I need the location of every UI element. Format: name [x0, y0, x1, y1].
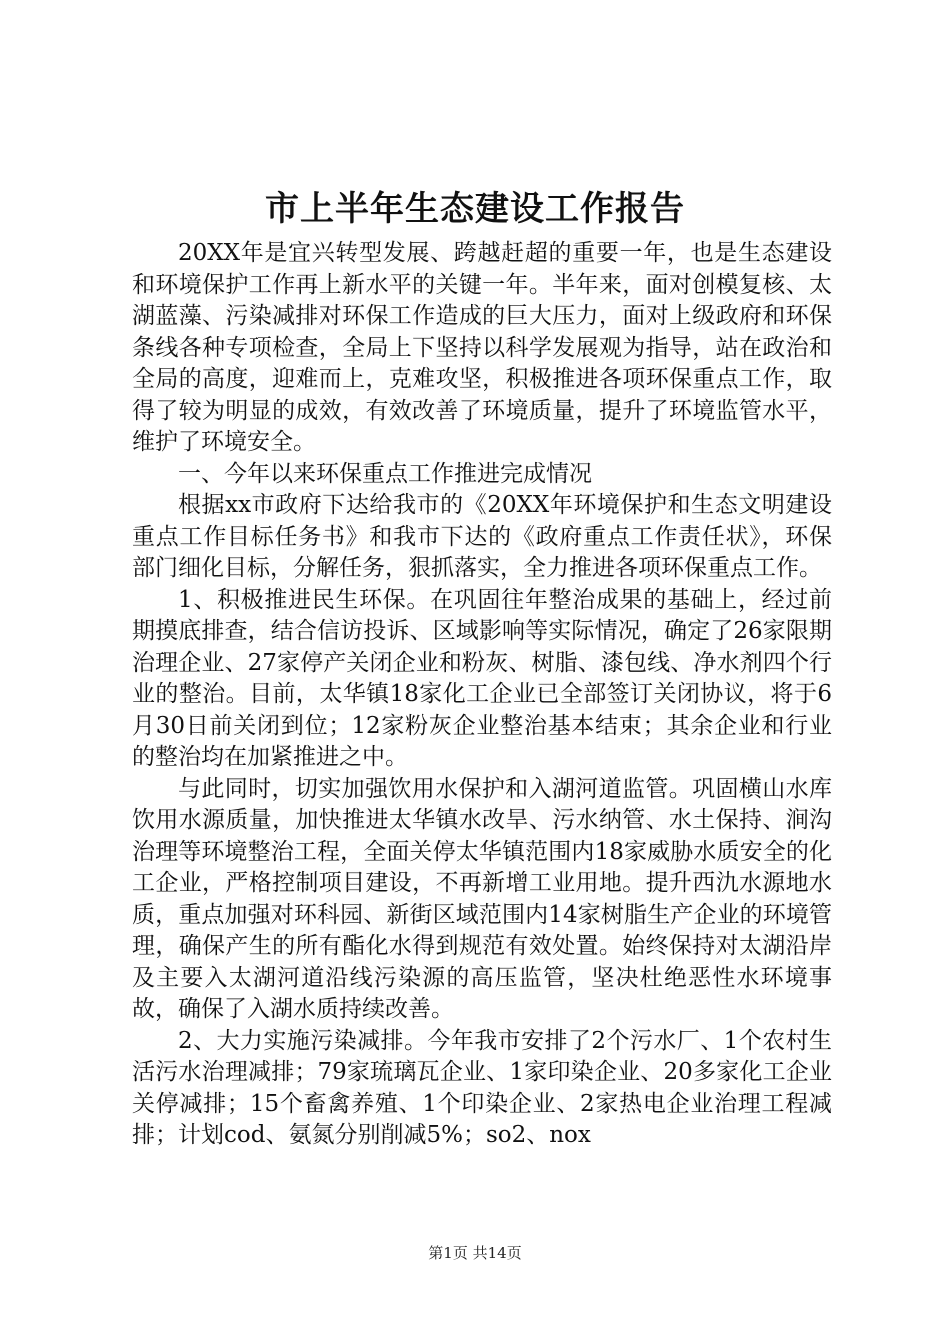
- paragraph-basis: 根据xx市政府下达给我市的《20XX年环境保护和生态文明建设重点工作目标任务书》和我市下达的《政府重点工作责任状》，环保部门细化目标，分解任务，狠抓落实，全力推进各项环保重点工作。: [132, 492, 832, 581]
- paragraph-item-2: 2、大力实施污染减排。今年我市安排了2个污水厂、1个农村生活污水治理减排；79家琉璃瓦企业、1家印染企业、20多家化工企业关停减排；15个畜禽养殖、1个印染企业、2家热电企业治理工程减排；计划cod、氨氮分别削减5%；so2、nox: [132, 1027, 832, 1148]
- paragraph-water-protection: 与此同时，切实加强饮用水保护和入湖河道监管。巩固横山水库饮用水源质量，加快推进太华镇水改旱、污水纳管、水土保持、涧沟治理等环境整治工程，全面关停太华镇范围内18家威胁水质安全的化工企业，严格控制项目建设，不再新增工业用地。提升西氿水源地水质，重点加强对环科园、新街区域范围内14家树脂生产企业的环境管理，确保产生的所有酯化水得到规范有效处置。始终保持对太湖沿岸及主要入太湖河道沿线污染源的高压监管，坚决杜绝恶性水环境事故，确保了入湖水质持续改善。: [132, 775, 832, 1022]
- document-body: [132, 238, 832, 1152]
- section-heading: 一、今年以来环保重点工作推进完成情况: [178, 460, 592, 487]
- paragraph-item-1: 1、积极推进民生环保。在巩固往年整治成果的基础上，经过前期摸底排查，结合信访投诉、区域影响等实际情况，确定了26家限期治理企业、27家停产关闭企业和粉灰、树脂、漆包线、净水剂四个行业的整治。目前，太华镇18家化工企业已全部签订关闭协议，将于6月30日前关闭到位；12家粉灰企业整治基本结束；其余企业和行业的整治均在加紧推进之中。: [132, 586, 832, 770]
- document-title: 市上半年生态建设工作报告: [265, 189, 685, 229]
- page-footer: 第1页 共14页: [428, 1244, 522, 1262]
- paragraph-intro: 20XX年是宜兴转型发展、跨越赶超的重要一年，也是生态建设和环境保护工作再上新水平的关键一年。半年来，面对创模复核、太湖蓝藻、污染减排对环保工作造成的巨大压力，面对上级政府和环保条线各种专项检查，全局上下坚持以科学发展观为指导，站在政治和全局的高度，迎难而上，克难攻坚，积极推进各项环保重点工作，取得了较为明显的成效，有效改善了环境质量，提升了环境监管水平，维护了环境安全。: [132, 240, 832, 455]
